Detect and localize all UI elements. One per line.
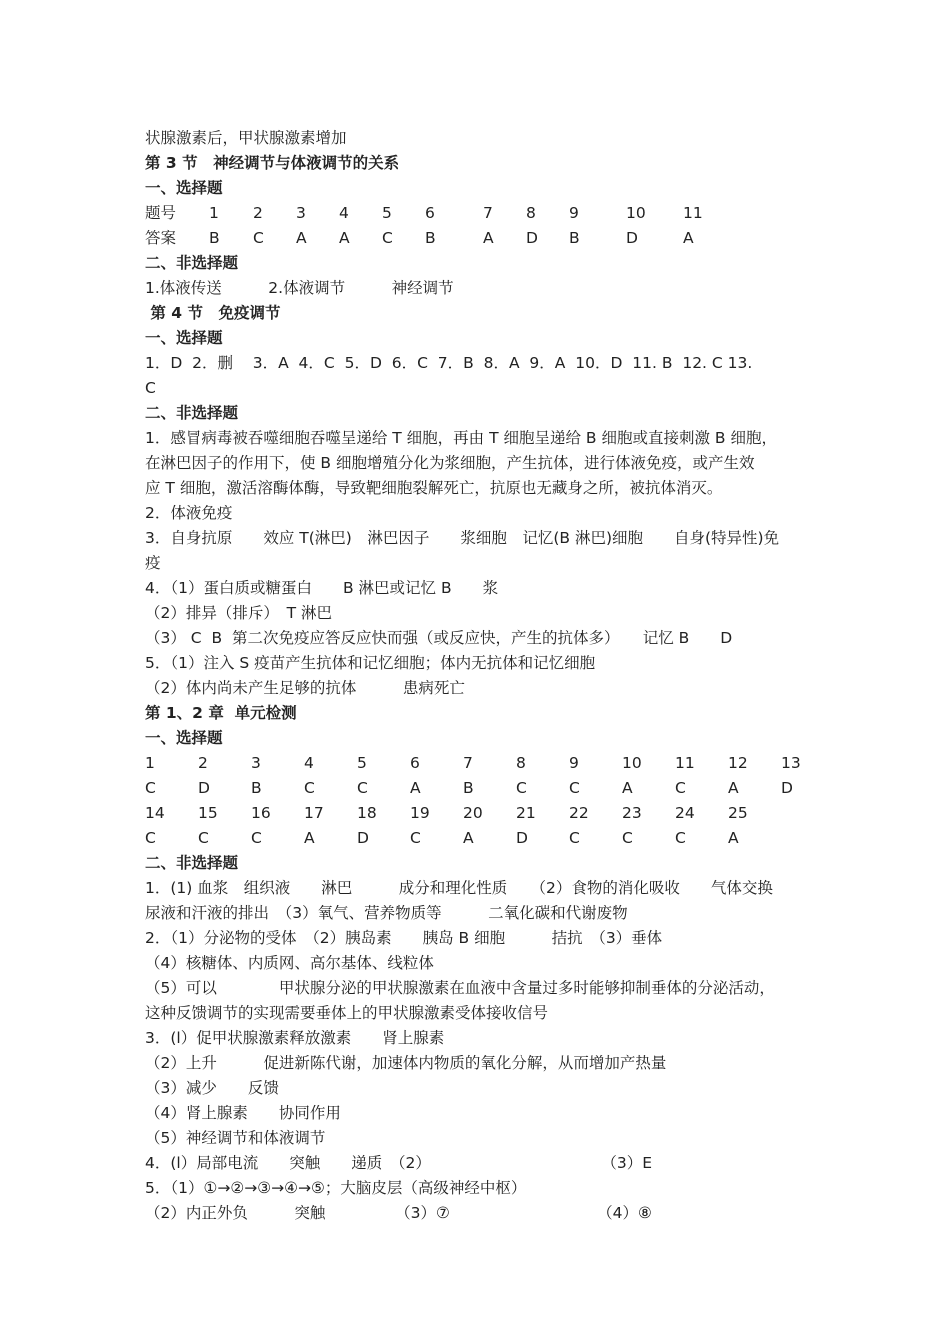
table-cell: C [198, 829, 209, 847]
text-line: 1．D 2．删 3．A 4．C 5．D 6．C 7．B 8．A 9．A 10．D 11. B 12. C 13. [145, 354, 753, 372]
table-cell: 18 [357, 804, 377, 822]
table-cell: A [339, 229, 350, 247]
table-cell: 1 [209, 204, 219, 222]
table-cell: C [251, 829, 262, 847]
text-line: 这种反馈调节的实现需要垂体上的甲状腺激素受体接收信号 [145, 1004, 549, 1022]
table-cell: 15 [198, 804, 218, 822]
table-cell: A [410, 779, 421, 797]
table-cell: A [483, 229, 494, 247]
table-cell: B [463, 779, 474, 797]
table-cell: C [569, 829, 580, 847]
text-line: 3．自身抗原 效应 T(淋巴) 淋巴因子 浆细胞 记忆(B 淋巴)细胞 自身(特异性)免 [145, 529, 780, 547]
text-line: 1．感冒病毒被吞噬细胞吞噬呈递给 T 细胞，再由 T 细胞呈递给 B 细胞或直接刺激 B 细胞， [145, 429, 777, 447]
table-cell: 4 [339, 204, 349, 222]
table-cell: 2 [198, 754, 208, 772]
text-line: 5．（1）①→②→③→④→⑤；大脑皮层（高级神经中枢） [145, 1179, 527, 1197]
text-line: （2）排异（排斥） T 淋巴 [145, 604, 333, 622]
table-cell: 17 [304, 804, 324, 822]
section-title: 第 4 节 免疫调节 [145, 304, 281, 322]
table-cell: 13 [781, 754, 801, 772]
table-label: 题号 [145, 204, 177, 222]
text-line: （5）神经调节和体液调节 [145, 1129, 326, 1147]
text-line: 2．（1）分泌物的受体 （2）胰岛素 胰岛 B 细胞 拮抗 （3）垂体 [145, 929, 663, 947]
text-line: （2）体内尚未产生足够的抗体 患病死亡 [145, 679, 465, 697]
table-cell: 20 [463, 804, 483, 822]
table-cell: D [516, 829, 528, 847]
table-cell: 10 [622, 754, 642, 772]
table-cell: 21 [516, 804, 536, 822]
text-line: 在淋巴因子的作用下，使 B 细胞增殖分化为浆细胞，产生抗体，进行体液免疫，或产生效 [145, 454, 755, 472]
table-cell: D [526, 229, 538, 247]
text-line: 状腺激素后，甲状腺激素增加 [145, 129, 347, 147]
table-cell: A [683, 229, 694, 247]
table-cell: C [675, 829, 686, 847]
table-cell: 9 [569, 754, 579, 772]
table-cell: 11 [675, 754, 695, 772]
text-line: （4）肾上腺素 协同作用 [145, 1104, 341, 1122]
table-cell: 7 [463, 754, 473, 772]
table-cell: 25 [728, 804, 748, 822]
table-cell: 11 [683, 204, 703, 222]
subsection-heading: 一、选择题 [145, 179, 223, 197]
table-cell: 23 [622, 804, 642, 822]
table-cell: 1 [145, 754, 155, 772]
table-cell: 24 [675, 804, 695, 822]
table-cell: B [209, 229, 220, 247]
subsection-heading: 二、非选择题 [145, 404, 239, 422]
text-line: 5．（1）注入 S 疫苗产生抗体和记忆细胞；体内无抗体和记忆细胞 [145, 654, 596, 672]
table-cell: 8 [516, 754, 526, 772]
table-cell: C [357, 779, 368, 797]
text-line: 应 T 细胞，激活溶酶体酶，导致靶细胞裂解死亡，抗原也无藏身之所，被抗体消灭。 [145, 479, 723, 497]
text-line: （2）内正外负 突触 （3）⑦ （4）⑧ [145, 1204, 652, 1222]
text-line: 尿液和汗液的排出 （3）氧气、营养物质等 二氧化碳和代谢废物 [145, 904, 628, 922]
table-cell: A [463, 829, 474, 847]
text-line: （3） C B 第二次免疫应答反应快而强（或反应快，产生的抗体多） 记忆 B D [145, 629, 733, 647]
table-cell: C [304, 779, 315, 797]
subsection-heading: 二、非选择题 [145, 254, 239, 272]
table-cell: 22 [569, 804, 589, 822]
text-line: 疫 [145, 554, 161, 572]
text-line: 3．(l）促甲状腺激素释放激素 肾上腺素 [145, 1029, 445, 1047]
table-cell: C [516, 779, 527, 797]
table-cell: 14 [145, 804, 165, 822]
table-cell: C [569, 779, 580, 797]
table-cell: C [675, 779, 686, 797]
table-cell: A [296, 229, 307, 247]
table-cell: C [145, 779, 156, 797]
text-line: 4．（1）蛋白质或糖蛋白 B 淋巴或记忆 B 浆 [145, 579, 499, 597]
table-label: 答案 [145, 229, 177, 247]
table-cell: A [728, 779, 739, 797]
table-cell: D [357, 829, 369, 847]
table-cell: B [569, 229, 580, 247]
table-cell: D [198, 779, 210, 797]
text-line: （2）上升 促进新陈代谢，加速体内物质的氧化分解，从而增加产热量 [145, 1054, 667, 1072]
table-cell: 16 [251, 804, 271, 822]
table-cell: 10 [626, 204, 646, 222]
table-cell: 8 [526, 204, 536, 222]
table-cell: A [728, 829, 739, 847]
table-cell: C [382, 229, 393, 247]
table-cell: B [425, 229, 436, 247]
text-line: （4）核糖体、内质网、高尔基体、线粒体 [145, 954, 434, 972]
table-cell: 7 [483, 204, 493, 222]
table-cell: A [622, 779, 633, 797]
table-cell: 19 [410, 804, 430, 822]
table-cell: C [410, 829, 421, 847]
text-line: 1.体液传送 2.体液调节 神经调节 [145, 279, 454, 297]
table-cell: B [251, 779, 262, 797]
table-cell: C [145, 829, 156, 847]
text-line: （5）可以 甲状腺分泌的甲状腺激素在血液中含量过多时能够抑制垂体的分泌活动， [145, 979, 775, 997]
table-cell: C [253, 229, 264, 247]
subsection-heading: 二、非选择题 [145, 854, 239, 872]
subsection-heading: 一、选择题 [145, 729, 223, 747]
table-cell: 5 [357, 754, 367, 772]
table-cell: 9 [569, 204, 579, 222]
text-line: （3）减少 反馈 [145, 1079, 279, 1097]
table-cell: 6 [410, 754, 420, 772]
table-cell: C [622, 829, 633, 847]
subsection-heading: 一、选择题 [145, 329, 223, 347]
table-cell: 12 [728, 754, 748, 772]
text-line: 1．(1) 血浆 组织液 淋巴 成分和理化性质 （2）食物的消化吸收 气体交换 [145, 879, 773, 897]
table-cell: 3 [251, 754, 261, 772]
text-line: 2．体液免疫 [145, 504, 233, 522]
text-line: 4．(l）局部电流 突触 递质 （2） （3）E [145, 1154, 652, 1172]
table-cell: 4 [304, 754, 314, 772]
table-cell: A [304, 829, 315, 847]
table-cell: 5 [382, 204, 392, 222]
table-cell: 2 [253, 204, 263, 222]
section-title: 第 3 节 神经调节与体液调节的关系 [145, 154, 400, 172]
section-title: 第 1、2 章 单元检测 [145, 704, 297, 722]
table-cell: 3 [296, 204, 306, 222]
text-line: C [145, 379, 156, 397]
table-cell: D [626, 229, 638, 247]
table-cell: 6 [425, 204, 435, 222]
table-cell: D [781, 779, 793, 797]
